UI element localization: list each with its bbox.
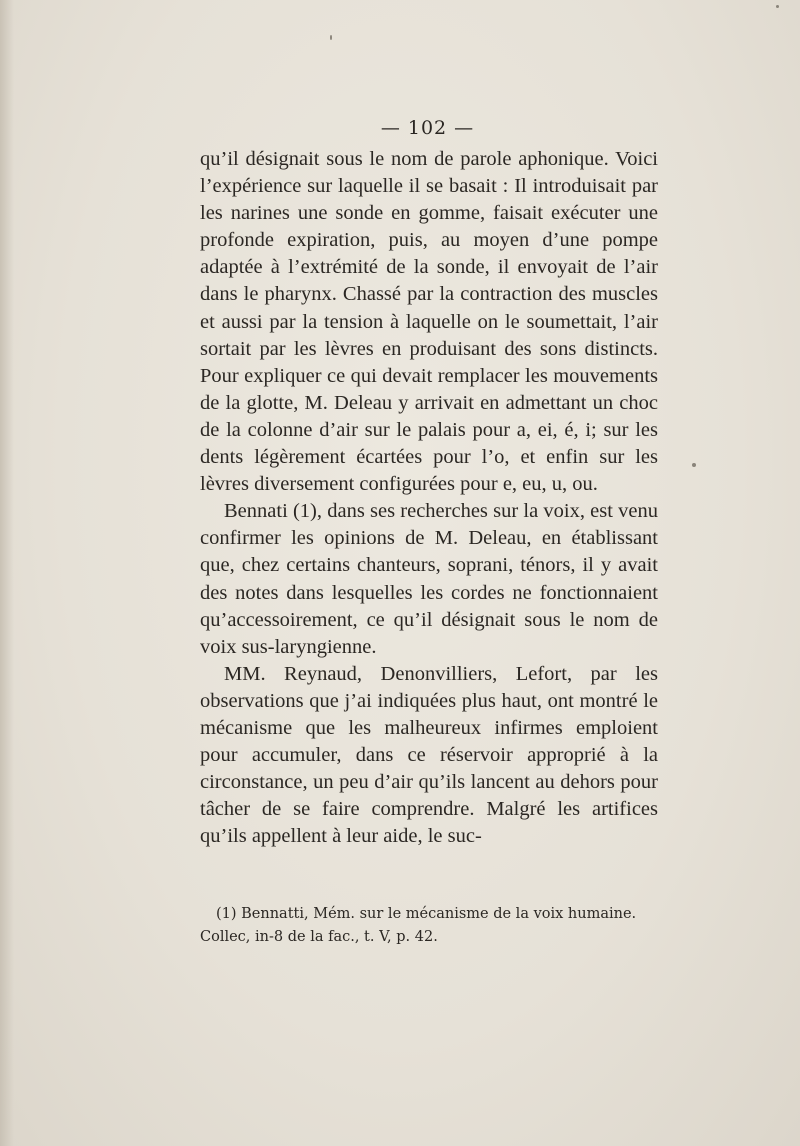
footnote (200, 903, 658, 949)
paper-speck (330, 35, 332, 40)
footnote-text: (1) Bennatti, Mém. sur le mécanisme de la voix humaine. Collec, in-8 de la fac., t. V, p. 42. (200, 906, 637, 945)
paper-speck (776, 5, 779, 8)
paragraph-1: qu’il désignait sous le nom de parole aphonique. Voici l’expérience sur laquelle il se basait : Il introduisait par les narines une sonde en gomme, faisait exécuter une profonde expiration, puis, au moyen d’une pompe adaptée à l’extrémité de la sonde, il envoyait de l’air dans le pharynx. Chassé par la contraction des muscles et aussi par la tension à laquelle on le soumettait, l’air sortait par les lèvres en produisant des sons distincts. Pour expliquer ce qui devait remplacer les mouvements de la glotte, M. Deleau y arrivait en admettant un choc de la colonne d’air sur le palais pour a, ei, é, i; sur les dents légèrement écartées pour l’o, et enfin sur les lèvres diversement configurées pour e, eu, u, ou. (200, 148, 658, 496)
paragraph-2: Bennati (1), dans ses recherches sur la voix, est venu confirmer les opinions de M. Deleau, en établissant que, chez certains chanteurs, soprani, ténors, il y avait des notes dans lesquelles les cordes ne fonctionnaient qu’accessoirement, ce qu’il désignait sous le nom de voix sus-laryngienne. (200, 500, 658, 658)
paper-speck (692, 463, 696, 467)
page-edge-shadow (0, 0, 14, 1146)
body-text (200, 146, 658, 850)
paragraph-3: MM. Reynaud, Denonvilliers, Lefort, par les observations que j’ai indiquées plus haut, ont montré le mécanisme que les malheureux infirmes emploient pour accumuler, dans ce réservoir approprié à la circonstance, un peu d’air qu’ils lancent au dehors pour tâcher de se faire comprendre. Malgré les artifices qu’ils appellent à leur aide, le suc- (200, 662, 658, 848)
page-number: — 102 — (380, 117, 475, 139)
